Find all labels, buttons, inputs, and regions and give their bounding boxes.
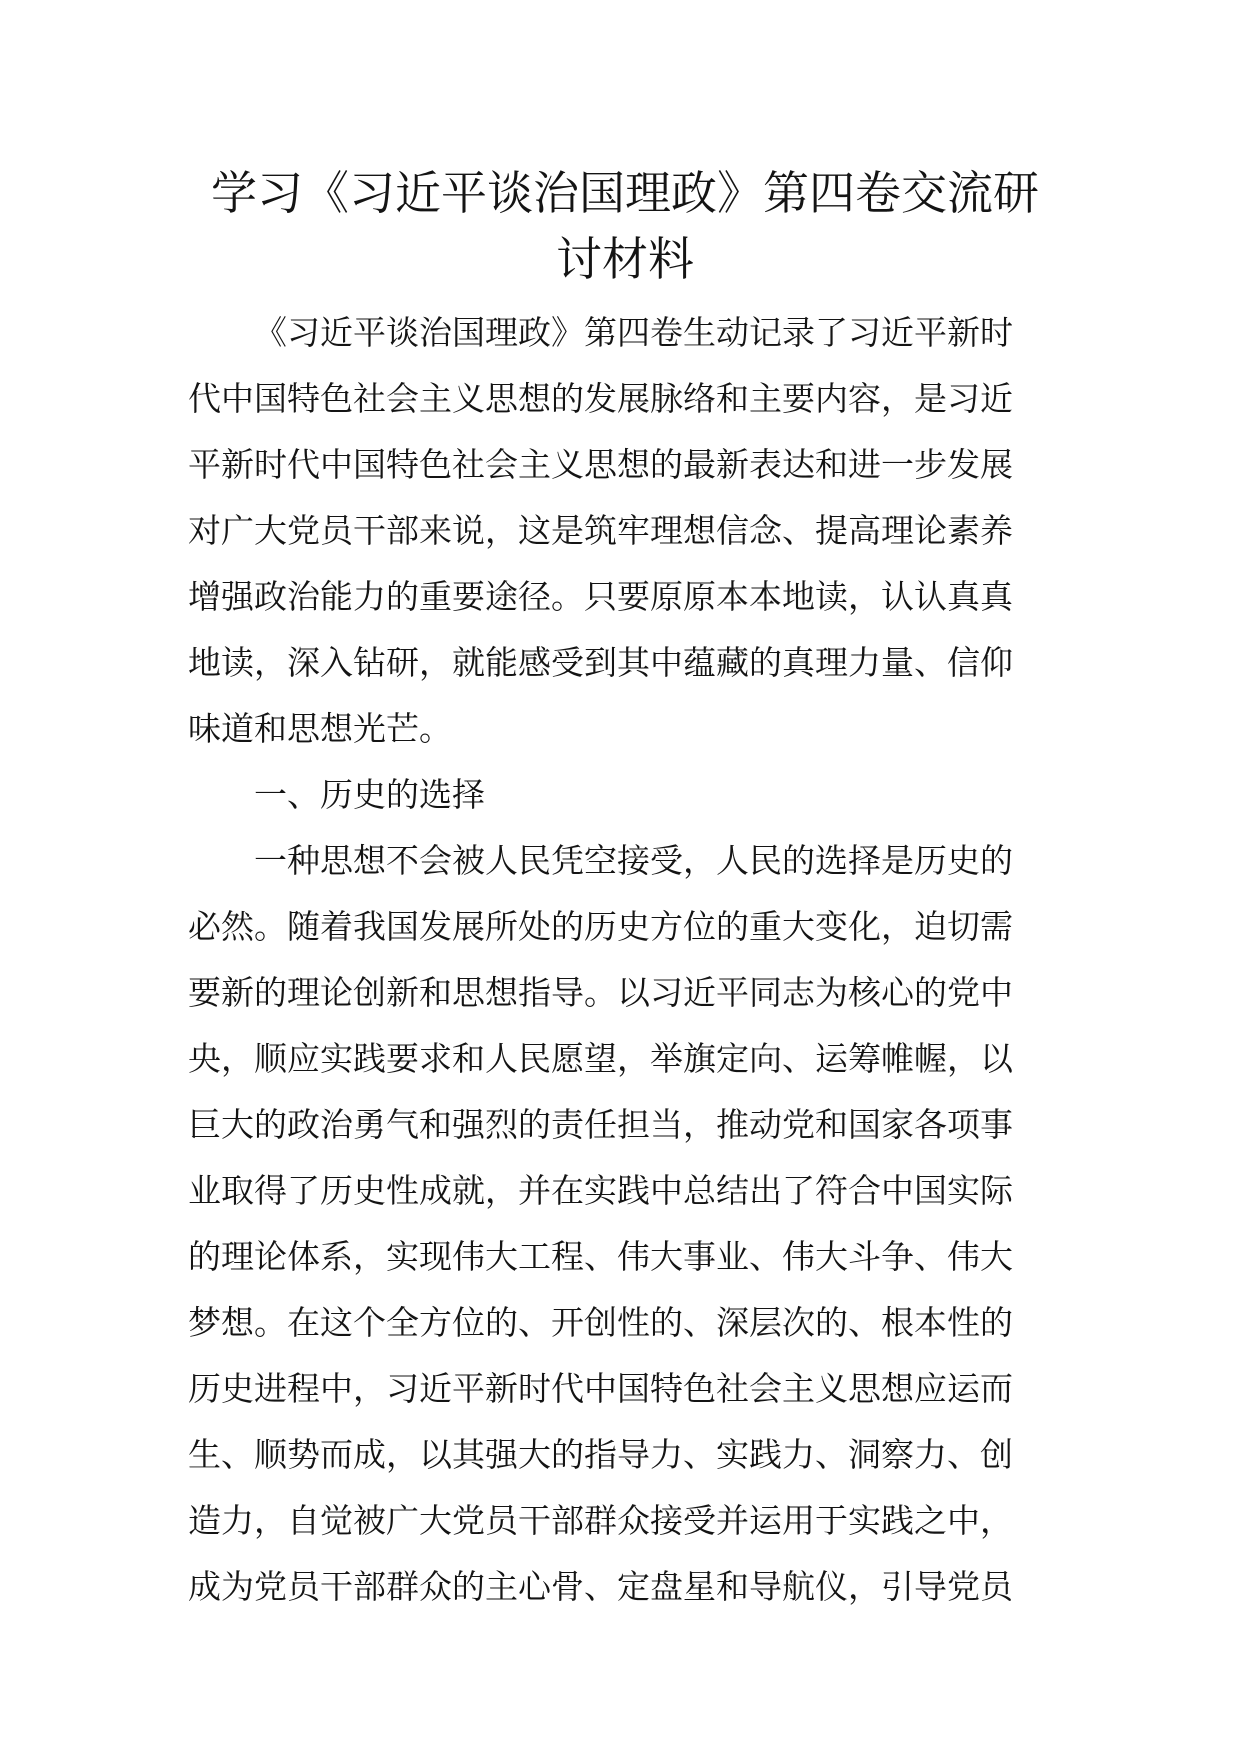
paragraph-line: 平新时代中国特色社会主义思想的最新表达和进一步发展 (188, 445, 1013, 484)
paragraph-line: 增强政治能力的重要途径。只要原原本本地读，认认真真 (188, 577, 1013, 616)
paragraph-line: 必然。随着我国发展所处的历史方位的重大变化，迫切需 (188, 907, 1013, 946)
paragraph-line: 生、顺势而成，以其强大的指导力、实践力、洞察力、创 (188, 1435, 1013, 1474)
title-line-2: 讨材料 (556, 232, 694, 286)
document-title (190, 160, 1060, 292)
paragraph-line: 业取得了历史性成就，并在实践中总结出了符合中国实际 (188, 1171, 1013, 1210)
paragraph-line: 巨大的政治勇气和强烈的责任担当，推动党和国家各项事 (188, 1105, 1013, 1144)
paragraph-line: 的理论体系，实现伟大工程、伟大事业、伟大斗争、伟大 (188, 1237, 1013, 1276)
paragraph-line: 央，顺应实践要求和人民愿望，举旗定向、运筹帷幄，以 (188, 1039, 1013, 1078)
paragraph-line: 一种思想不会被人民凭空接受，人民的选择是历史的 (254, 841, 1013, 880)
paragraph-line: 味道和思想光芒。 (188, 709, 452, 748)
paragraph-line: 成为党员干部群众的主心骨、定盘星和导航仪，引导党员 (188, 1567, 1013, 1606)
paragraph-line: 造力，自觉被广大党员干部群众接受并运用于实践之中， (188, 1501, 1013, 1540)
document-body (188, 300, 1060, 1620)
paragraph-line: 对广大党员干部来说，这是筑牢理想信念、提高理论素养 (188, 511, 1013, 550)
paragraph-line: 历史进程中，习近平新时代中国特色社会主义思想应运而 (188, 1369, 1013, 1408)
paragraph-line: 代中国特色社会主义思想的发展脉络和主要内容，是习近 (188, 379, 1013, 418)
paragraph-line: 地读，深入钻研，就能感受到其中蕴藏的真理力量、信仰 (188, 643, 1013, 682)
paragraph-line: 梦想。在这个全方位的、开创性的、深层次的、根本性的 (188, 1303, 1013, 1342)
paragraph-line: 《习近平谈治国理政》第四卷生动记录了习近平新时 (254, 313, 1013, 352)
title-line-1: 学习《习近平谈治国理政》第四卷交流研 (211, 166, 1039, 220)
section-heading: 一、历史的选择 (254, 775, 485, 814)
paragraph-line: 要新的理论创新和思想指导。以习近平同志为核心的党中 (188, 973, 1013, 1012)
